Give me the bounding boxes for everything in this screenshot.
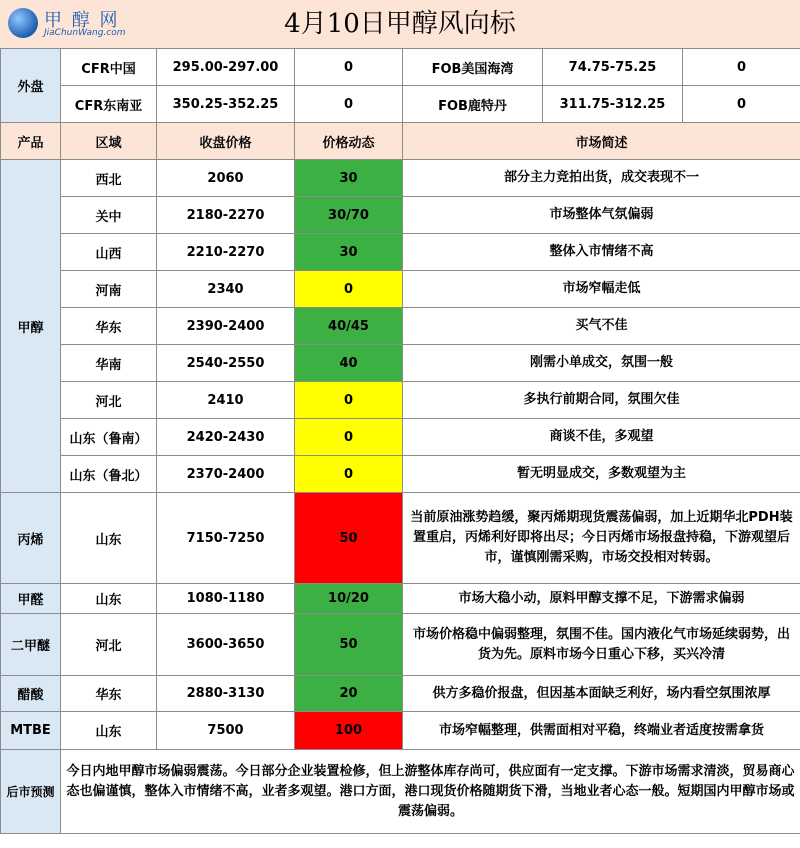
- region-cell: 山东（鲁北）: [61, 456, 157, 493]
- summary-cell: 部分主力竞拍出货，成交表现不一: [403, 160, 800, 197]
- price-table: [0, 48, 800, 834]
- external-price: 350.25-352.25: [157, 86, 295, 123]
- column-header-price: 收盘价格: [157, 123, 295, 160]
- region-cell: 关中: [61, 197, 157, 234]
- forecast-row: [1, 750, 800, 834]
- external-market: CFR中国: [61, 49, 157, 86]
- dynamic-cell: 50: [295, 614, 403, 676]
- forecast-label: 后市预测: [1, 750, 61, 834]
- region-cell: 河北: [61, 614, 157, 676]
- table-row: [1, 712, 800, 750]
- product-cell: 甲醛: [1, 584, 61, 614]
- dynamic-cell: 30/70: [295, 197, 403, 234]
- globe-icon: [8, 8, 38, 38]
- external-row: [1, 86, 800, 123]
- price-cell: 2370-2400: [157, 456, 295, 493]
- region-cell: 华东: [61, 676, 157, 712]
- product-cell: MTBE: [1, 712, 61, 750]
- external-market: FOB鹿特丹: [403, 86, 543, 123]
- external-label: 外盘: [1, 49, 61, 123]
- summary-cell: 市场整体气氛偏弱: [403, 197, 800, 234]
- column-header-product: 产品: [1, 123, 61, 160]
- price-cell: 2180-2270: [157, 197, 295, 234]
- summary-cell: 市场大稳小动，原料甲醇支撑不足，下游需求偏弱: [403, 584, 800, 614]
- product-cell: 醋酸: [1, 676, 61, 712]
- logo-url: JiaChunWang.com: [44, 28, 126, 38]
- summary-cell: 当前原油涨势趋缓，聚丙烯期现货震荡偏弱，加上近期华北PDH装置重启，丙烯利好即将出尽；今日丙烯市场报盘持稳，下游观望后市，谨慎刚需采购，市场交投相对转弱。: [403, 493, 800, 584]
- site-logo[interactable]: [6, 4, 126, 44]
- dynamic-cell: 20: [295, 676, 403, 712]
- table-row: [1, 614, 800, 676]
- dynamic-cell: 10/20: [295, 584, 403, 614]
- price-cell: 3600-3650: [157, 614, 295, 676]
- column-header-summary: 市场简述: [403, 123, 800, 160]
- region-cell: 山东: [61, 584, 157, 614]
- external-change: 0: [683, 49, 800, 86]
- price-cell: 7150-7250: [157, 493, 295, 584]
- title-bar: [0, 0, 800, 49]
- price-cell: 1080-1180: [157, 584, 295, 614]
- price-cell: 2410: [157, 382, 295, 419]
- page-title: 4月10日甲醇风向标: [284, 9, 516, 39]
- external-market: CFR东南亚: [61, 86, 157, 123]
- table-row: [1, 676, 800, 712]
- dynamic-cell: 100: [295, 712, 403, 750]
- table-row: [1, 419, 800, 456]
- price-cell: 2390-2400: [157, 308, 295, 345]
- summary-cell: 暂无明显成交，多数观望为主: [403, 456, 800, 493]
- summary-cell: 刚需小单成交，氛围一般: [403, 345, 800, 382]
- external-price: 311.75-312.25: [543, 86, 683, 123]
- product-cell: 丙烯: [1, 493, 61, 584]
- dynamic-cell: 50: [295, 493, 403, 584]
- external-change: 0: [295, 49, 403, 86]
- price-cell: 2880-3130: [157, 676, 295, 712]
- region-cell: 山西: [61, 234, 157, 271]
- dynamic-cell: 30: [295, 234, 403, 271]
- dynamic-cell: 30: [295, 160, 403, 197]
- summary-cell: 商谈不佳，多观望: [403, 419, 800, 456]
- price-cell: 2210-2270: [157, 234, 295, 271]
- price-cell: 2060: [157, 160, 295, 197]
- region-cell: 华东: [61, 308, 157, 345]
- forecast-text: 今日内地甲醇市场偏弱震荡。今日部分企业装置检修，但上游整体库存尚可，供应面有一定支撑。下游市场需求清淡，贸易商心态也偏谨慎，整体入市情绪不高，业者多观望。港口方面，港口现货价格随期货下滑，当地业者心态一般。短期国内甲醇市场或震荡偏弱。: [61, 750, 800, 834]
- external-price: 295.00-297.00: [157, 49, 295, 86]
- price-cell: 7500: [157, 712, 295, 750]
- summary-cell: 市场窄幅走低: [403, 271, 800, 308]
- price-cell: 2540-2550: [157, 345, 295, 382]
- table-row: [1, 308, 800, 345]
- dynamic-cell: 0: [295, 382, 403, 419]
- price-cell: 2340: [157, 271, 295, 308]
- table-row: [1, 456, 800, 493]
- dynamic-cell: 0: [295, 456, 403, 493]
- dynamic-cell: 40/45: [295, 308, 403, 345]
- external-price: 74.75-75.25: [543, 49, 683, 86]
- region-cell: 西北: [61, 160, 157, 197]
- table-row: [1, 271, 800, 308]
- region-cell: 河南: [61, 271, 157, 308]
- dynamic-cell: 0: [295, 419, 403, 456]
- logo-name: 甲 醇 网: [44, 10, 120, 31]
- product-cell: 甲醇: [1, 160, 61, 493]
- region-cell: 华南: [61, 345, 157, 382]
- region-cell: 山东（鲁南）: [61, 419, 157, 456]
- external-change: 0: [683, 86, 800, 123]
- region-cell: 河北: [61, 382, 157, 419]
- summary-cell: 供方多稳价报盘，但因基本面缺乏利好，场内看空氛围浓厚: [403, 676, 800, 712]
- summary-cell: 整体入市情绪不高: [403, 234, 800, 271]
- external-row: [1, 49, 800, 86]
- column-header-row: [1, 123, 800, 160]
- dynamic-cell: 0: [295, 271, 403, 308]
- table-row: [1, 584, 800, 614]
- table-row: [1, 345, 800, 382]
- region-cell: 山东: [61, 712, 157, 750]
- table-row: [1, 382, 800, 419]
- region-cell: 山东: [61, 493, 157, 584]
- price-cell: 2420-2430: [157, 419, 295, 456]
- summary-cell: 市场价格稳中偏弱整理，氛围不佳。国内液化气市场延续弱势，出货为先。原料市场今日重心下移，买兴冷清: [403, 614, 800, 676]
- external-market: FOB美国海湾: [403, 49, 543, 86]
- summary-cell: 市场窄幅整理，供需面相对平稳，终端业者适度按需拿货: [403, 712, 800, 750]
- dynamic-cell: 40: [295, 345, 403, 382]
- table-row: [1, 234, 800, 271]
- table-row: [1, 197, 800, 234]
- table-row: [1, 493, 800, 584]
- column-header-region: 区域: [61, 123, 157, 160]
- external-change: 0: [295, 86, 403, 123]
- summary-cell: 买气不佳: [403, 308, 800, 345]
- table-row: [1, 160, 800, 197]
- product-cell: 二甲醚: [1, 614, 61, 676]
- summary-cell: 多执行前期合同，氛围欠佳: [403, 382, 800, 419]
- column-header-dynamic: 价格动态: [295, 123, 403, 160]
